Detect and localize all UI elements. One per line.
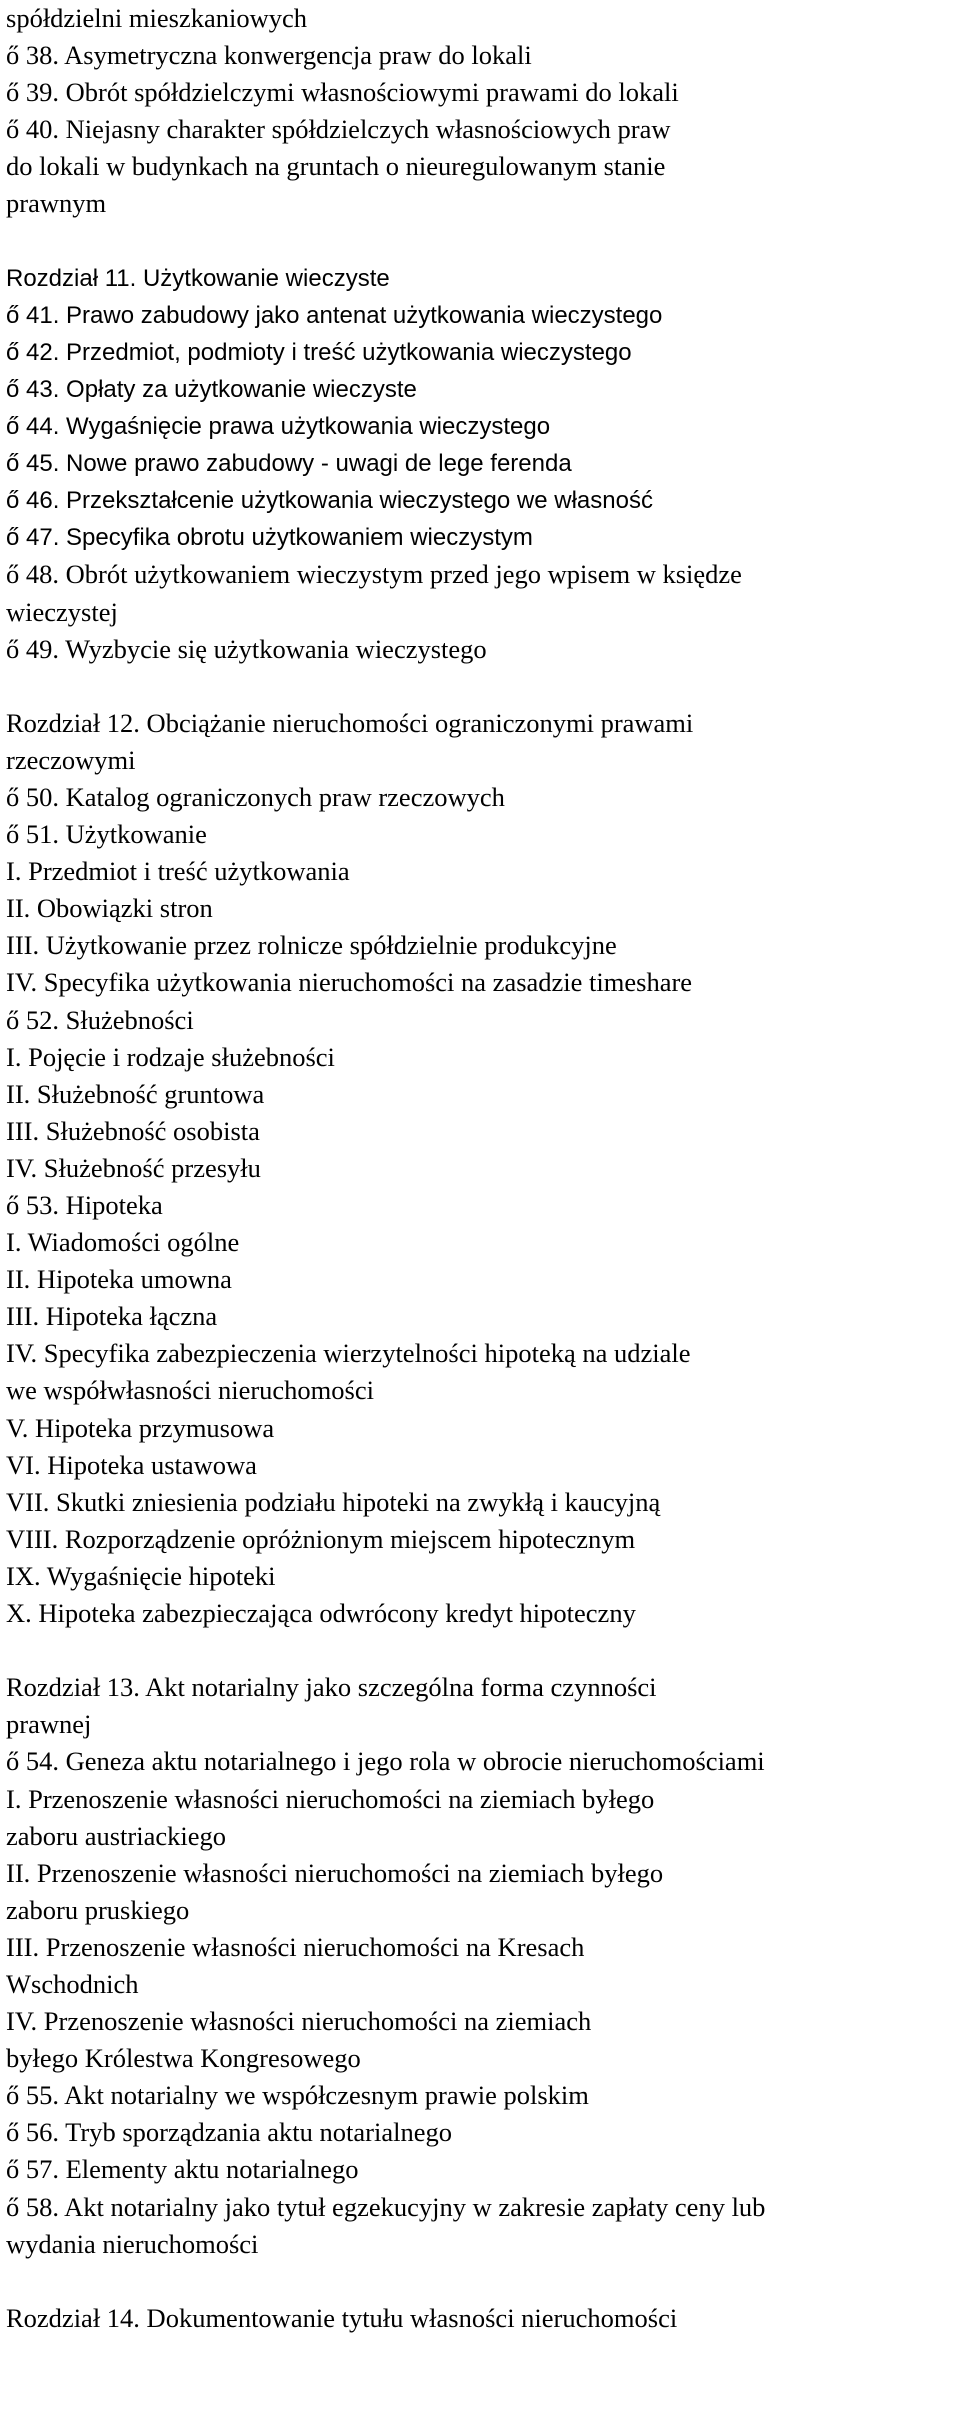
toc-line: ő 38. Asymetryczna konwergencja praw do lokali [6, 40, 532, 71]
toc-line: III. Służebność osobista [6, 1115, 260, 1146]
toc-line: ő 45. Nowe prawo zabudowy - uwagi de lege ferenda [6, 450, 572, 478]
toc-line: ő 57. Elementy aktu notarialnego [6, 2154, 359, 2185]
toc-line: III. Przenoszenie własności nieruchomości na Kresach [6, 1931, 585, 1962]
toc-line: ő 55. Akt notarialny we współczesnym prawie polskim [6, 2080, 589, 2111]
toc-line: IX. Wygaśnięcie hipoteki [6, 1560, 276, 1591]
toc-line: wieczystej [6, 596, 118, 627]
toc-line: ő 47. Specyfika obrotu użytkowaniem wieczystym [6, 524, 533, 552]
toc-line: IV. Specyfika użytkowania nieruchomości na zasadzie timeshare [6, 967, 693, 998]
toc-line: ő 50. Katalog ograniczonych praw rzeczowych [6, 781, 505, 812]
toc-line: I. Przedmiot i treść użytkowania [6, 856, 350, 887]
toc-line: VII. Skutki zniesienia podziału hipoteki na zwykłą i kaucyjną [6, 1486, 661, 1517]
toc-line: ő 40. Niejasny charakter spółdzielczych własnościowych praw [6, 114, 671, 145]
toc-line: ő 52. Służebności [6, 1004, 194, 1035]
toc-line: ő 44. Wygaśnięcie prawa użytkowania wieczystego [6, 413, 551, 441]
toc-line: II. Hipoteka umowna [6, 1264, 232, 1295]
toc-line: zaboru austriackiego [6, 1820, 226, 1851]
toc-line: ő 43. Opłaty za użytkowanie wieczyste [6, 375, 417, 403]
toc-line: ő 49. Wyzbycie się użytkowania wieczystego [6, 633, 487, 664]
toc-line: ő 51. Użytkowanie [6, 819, 207, 850]
toc-line: III. Użytkowanie przez rolnicze spółdzielnie produkcyjne [6, 930, 617, 961]
toc-line: V. Hipoteka przymusowa [6, 1412, 275, 1443]
toc-line: Rozdział 13. Akt notarialny jako szczególna forma czynności [6, 1672, 657, 1703]
toc-line: ő 39. Obrót spółdzielczymi własnościowymi prawami do lokali [6, 77, 679, 108]
toc-line: X. Hipoteka zabezpieczająca odwrócony kredyt hipoteczny [6, 1598, 636, 1629]
toc-line: ő 58. Akt notarialny jako tytuł egzekucyjny w zakresie zapłaty ceny lub [6, 2191, 766, 2222]
toc-line: ő 56. Tryb sporządzania aktu notarialnego [6, 2117, 452, 2148]
toc-line: wydania nieruchomości [6, 2228, 259, 2259]
section-gap [6, 2263, 950, 2300]
toc-line: VIII. Rozporządzenie opróżnionym miejscem hipotecznym [6, 1523, 636, 1554]
toc-line: do lokali w budynkach na gruntach o nieuregulowanym stanie [6, 151, 666, 182]
toc-line: IV. Specyfika zabezpieczenia wierzytelności hipoteką na udziale [6, 1338, 691, 1369]
toc-line: ő 48. Obrót użytkowaniem wieczystym przed jego wpisem w księdze [6, 559, 742, 590]
toc-line: ő 53. Hipoteka [6, 1190, 163, 1220]
toc-line: Wschodnich [6, 1968, 139, 1999]
toc-line: spółdzielni mieszkaniowych [6, 3, 307, 33]
toc-line: IV. Przenoszenie własności nieruchomości na ziemiach [6, 2006, 592, 2037]
toc-line: ő 54. Geneza aktu notarialnego i jego rola w obrocie nieruchomościami [6, 1746, 765, 1777]
toc-line: II. Służebność gruntowa [6, 1078, 265, 1109]
toc-line: Rozdział 14. Dokumentowanie tytułu własności nieruchomości [6, 2302, 678, 2333]
toc-line: prawnym [6, 188, 107, 219]
toc-line: II. Obowiązki stron [6, 893, 213, 924]
toc-line: ő 41. Prawo zabudowy jako antenat użytkowania wieczystego [6, 301, 663, 329]
toc-line: Rozdział 12. Obciążanie nieruchomości ograniczonymi prawami [6, 707, 694, 738]
toc-line: IV. Służebność przesyłu [6, 1152, 261, 1183]
toc-line: I. Przenoszenie własności nieruchomości na ziemiach byłego [6, 1783, 655, 1814]
section-gap [6, 223, 950, 260]
toc-line: byłego Królestwa Kongresowego [6, 2043, 361, 2074]
toc-line: prawnej [6, 1709, 92, 1740]
toc-line: rzeczowymi [6, 744, 136, 775]
toc-line: zaboru pruskiego [6, 1894, 190, 1925]
section-gap [6, 668, 950, 705]
toc-line: II. Przenoszenie własności nieruchomości na ziemiach byłego [6, 1857, 664, 1888]
toc-line: ő 42. Przedmiot, podmioty i treść użytkowania wieczystego [6, 338, 632, 366]
toc-line: VI. Hipoteka ustawowa [6, 1449, 257, 1480]
toc-line: we współwłasności nieruchomości [6, 1375, 374, 1406]
section-gap [6, 1632, 950, 1669]
toc-line: I. Pojęcie i rodzaje służebności [6, 1041, 335, 1072]
toc-line: Rozdział 11. Użytkowanie wieczyste [6, 264, 390, 292]
toc-line: III. Hipoteka łączna [6, 1301, 218, 1332]
toc-line: I. Wiadomości ogólne [6, 1227, 240, 1258]
toc-line: ő 46. Przekształcenie użytkowania wieczystego we własność [6, 487, 653, 515]
